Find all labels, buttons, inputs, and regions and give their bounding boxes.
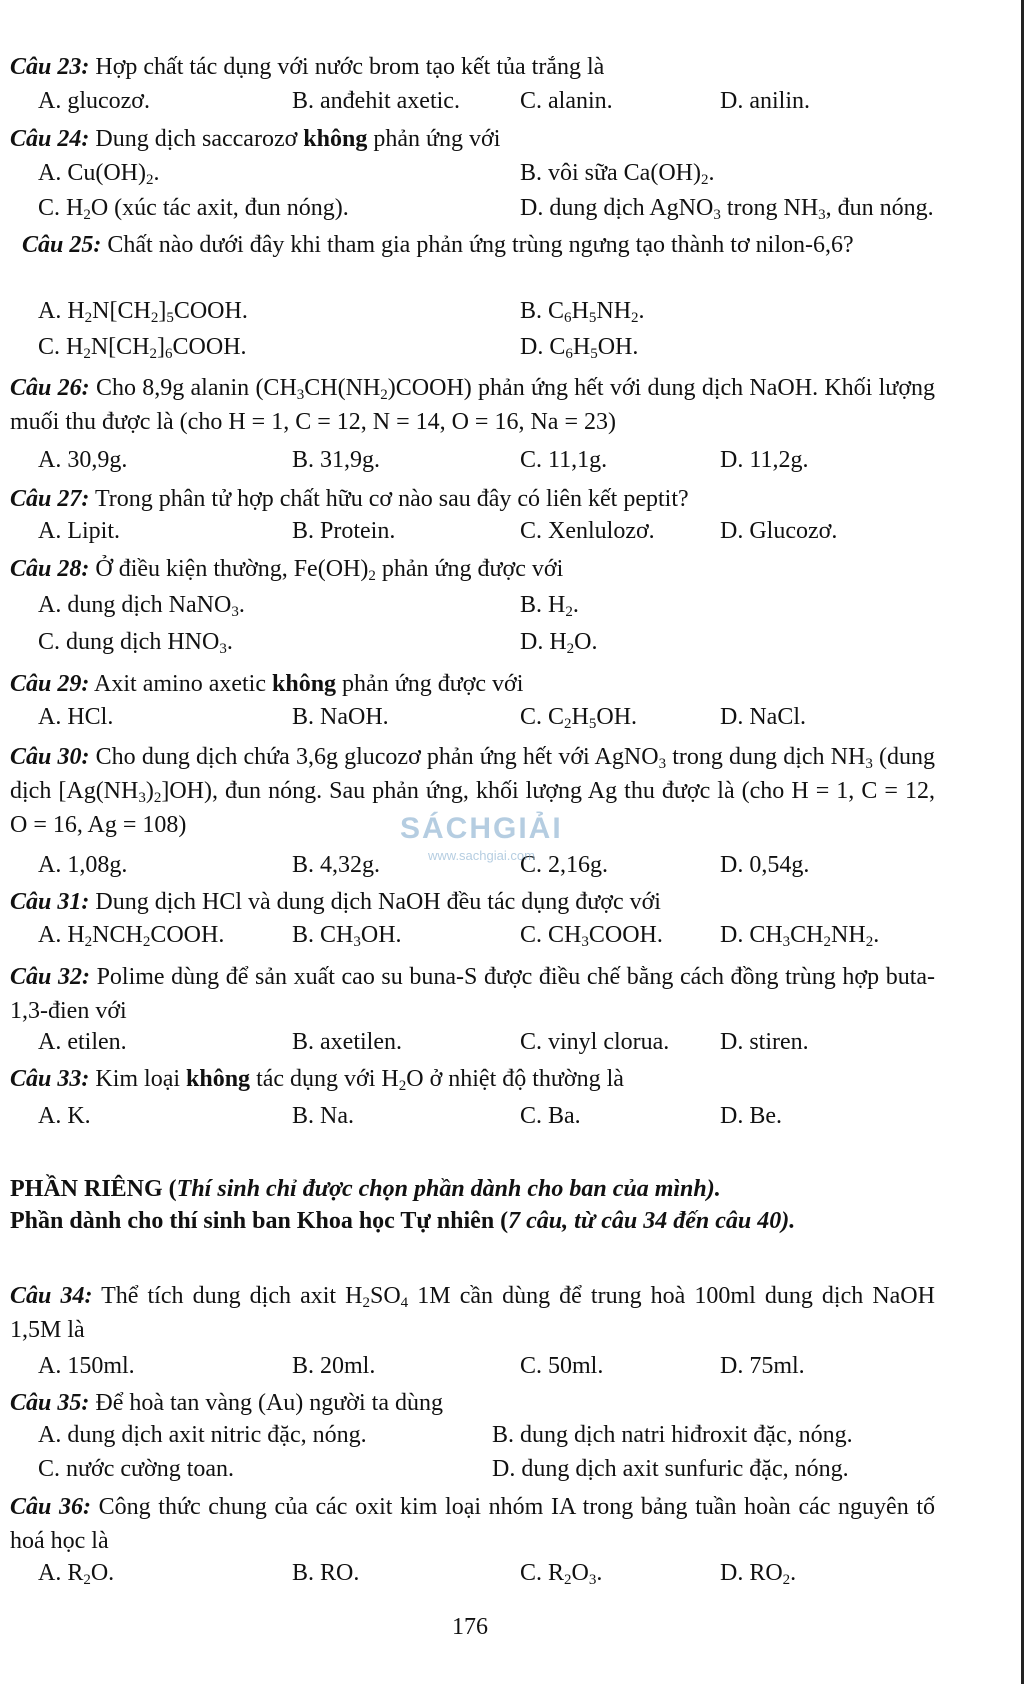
- option-d: D. $RO_2$.: [720, 1560, 797, 1588]
- option-b: B. $CH_3OH$.: [292, 922, 402, 950]
- question-number: Câu 28:: [10, 556, 90, 582]
- option-d: D. Be.: [720, 1103, 782, 1129]
- option-c: C. Xenlulozơ.: [520, 518, 655, 544]
- question-24: [10, 122, 1010, 156]
- section-title: PHẦN RIÊNG (: [10, 1176, 177, 1202]
- option-b: B. dung dịch natri hiđroxit đặc, nóng.: [492, 1422, 853, 1448]
- question-number: Câu 33:: [10, 1066, 90, 1092]
- question-32: [10, 960, 935, 1028]
- option-b: B. $C_6H_5NH_2$.: [520, 298, 645, 326]
- option-a: A. Lipit.: [38, 518, 120, 544]
- question-35: [10, 1386, 1010, 1420]
- section-subheading: [10, 1204, 795, 1238]
- question-33: [10, 1062, 1010, 1096]
- question-number: Câu 29:: [10, 671, 90, 697]
- subsection-title: Phần dành cho thí sinh ban Khoa học Tự nhiên (: [10, 1208, 509, 1234]
- option-a: A. $R_2O$.: [38, 1560, 115, 1588]
- option-c: C. $R_2O_3$.: [520, 1560, 603, 1588]
- option-a: A. 150ml.: [38, 1353, 135, 1379]
- question-stem: Dung dịch HCl và dung dịch NaOH đều tác dụng được với: [95, 889, 661, 915]
- option-b: B. 4,32g.: [292, 852, 381, 878]
- question-stem: Công thức chung của các oxit kim loại nhóm IA trong bảng tuần hoàn các nguyên tố hoá học là: [10, 1494, 936, 1554]
- question-number: Câu 23:: [10, 54, 90, 80]
- question-stem: Thể tích dung dịch axit $H_2SO_4$ 1M cần dùng để trung hoà 100ml dung dịch NaOH 1,5M là: [10, 1283, 935, 1343]
- option-a: A. 30,9g.: [38, 447, 128, 473]
- question-number: Câu 24:: [10, 126, 90, 152]
- option-a: A. glucozơ.: [38, 88, 150, 114]
- option-b: B. Na.: [292, 1103, 354, 1129]
- option-d: D. $H_2O$.: [520, 629, 598, 657]
- option-b: B. 20ml.: [292, 1353, 376, 1379]
- question-stem: Hợp chất tác dụng với nước brom tạo kết tủa trắng là: [95, 54, 605, 80]
- option-d: D. dung dịch axit sunfuric đặc, nóng.: [492, 1456, 849, 1482]
- question-number: Câu 34:: [10, 1283, 93, 1309]
- section-heading: [10, 1172, 721, 1206]
- question-number: Câu 32:: [10, 964, 90, 990]
- option-a: A. dung dịch axit nitric đặc, nóng.: [38, 1422, 367, 1448]
- option-a: A. dung dịch NaNO$_3$.: [38, 592, 245, 620]
- option-a: A. K.: [38, 1103, 91, 1129]
- option-c: C. dung dịch $HNO_3$.: [38, 629, 233, 657]
- watermark-logo: SÁCHGIẢI: [400, 812, 563, 845]
- question-36: [10, 1490, 935, 1558]
- watermark-url: www.sachgiai.com: [428, 848, 535, 863]
- option-a: A. $H_2NCH_2COOH$.: [38, 922, 225, 950]
- option-c: C. $C_2H_5OH$.: [520, 704, 638, 732]
- question-stem: Axit amino axetic không phản ứng được với: [94, 671, 524, 697]
- option-b: B. Protein.: [292, 518, 396, 544]
- option-b: B. $H_2$.: [520, 592, 579, 620]
- question-number: Câu 25:: [22, 232, 102, 258]
- option-d: D. stiren.: [720, 1029, 809, 1055]
- option-b: B. anđehit axetic.: [292, 88, 460, 114]
- question-stem: Cho 8,9g alanin $(CH_3CH(NH_2)COOH)$ phản ứng hết với dung dịch NaOH. Khối lượng muối thu được là (cho H = 1, C = 12, N = 14, O = 16, Na = 23): [10, 375, 936, 435]
- question-stem: Chất nào dưới đây khi tham gia phản ứng trùng ngưng tạo thành tơ nilon-6,6?: [107, 232, 854, 258]
- question-stem: Ở điều kiện thường, $Fe(OH)_2$ phản ứng được với: [95, 556, 564, 584]
- question-stem: Kim loại không tác dụng với $H_2O$ ở nhiệt độ thường là: [95, 1066, 624, 1094]
- option-d: D. anilin.: [720, 88, 810, 114]
- question-29: [10, 667, 1010, 701]
- question-number: Câu 36:: [10, 1494, 91, 1520]
- option-b: B. NaOH.: [292, 704, 389, 730]
- question-34: [10, 1279, 935, 1347]
- option-a: A. $Cu(OH)_2$.: [38, 160, 160, 188]
- option-d: D. 0,54g.: [720, 852, 810, 878]
- question-number: Câu 31:: [10, 889, 90, 915]
- question-23: [10, 50, 1010, 84]
- option-c: C. alanin.: [520, 88, 613, 114]
- option-c: C. Ba.: [520, 1103, 581, 1129]
- question-28: [10, 552, 1010, 586]
- option-d: D. Glucozơ.: [720, 518, 838, 544]
- option-c: C. $H_2N[CH_2]_6COOH$.: [38, 334, 247, 362]
- option-c: C. 2,16g.: [520, 852, 609, 878]
- question-stem: Để hoà tan vàng (Au) người ta dùng: [95, 1390, 443, 1416]
- option-b: B. RO.: [292, 1560, 360, 1586]
- option-c: C. nước cường toan.: [38, 1456, 235, 1482]
- option-d: D. $CH_3CH_2NH_2$.: [720, 922, 880, 950]
- option-d: D. NaCl.: [720, 704, 806, 730]
- option-d: D. 11,2g.: [720, 447, 809, 473]
- question-number: Câu 27:: [10, 486, 90, 512]
- option-b: B. 31,9g.: [292, 447, 381, 473]
- question-stem: Cho dung dịch chứa 3,6g glucozơ phản ứng hết với AgNO$_3$ trong dung dịch $NH_3$ (dung dịch $[Ag(NH_3)_2]OH$), đun nóng. Sau phản ứng, khối lượng Ag thu được là (cho H = 1, C = 12, O = 16, Ag = 108): [10, 744, 935, 838]
- option-d: D. $C_6H_5OH$.: [520, 334, 639, 362]
- option-c: C. 50ml.: [520, 1353, 604, 1379]
- option-c: C. $H_2O$ (xúc tác axit, đun nóng).: [38, 195, 349, 223]
- watermark: [400, 812, 563, 863]
- question-stem: Dung dịch saccarozơ không phản ứng với: [95, 126, 501, 152]
- question-25: [22, 228, 902, 262]
- option-c: C. $CH_3COOH$.: [520, 922, 663, 950]
- question-stem: Trong phân tử hợp chất hữu cơ nào sau đây có liên kết peptit?: [94, 486, 689, 512]
- subsection-note: 7 câu, từ câu 34 đến câu 40).: [508, 1208, 796, 1234]
- option-d: D. 75ml.: [720, 1353, 805, 1379]
- option-b: B. axetilen.: [292, 1029, 402, 1055]
- option-c: C. 11,1g.: [520, 447, 608, 473]
- question-26: [10, 371, 935, 439]
- option-a: A. 1,08g.: [38, 852, 128, 878]
- option-a: A. $H_2N[CH_2]_5COOH$.: [38, 298, 248, 326]
- section-note: Thí sinh chỉ được chọn phần dành cho ban của mình).: [176, 1176, 721, 1202]
- option-d: D. dung dịch AgNO$_3$ trong $NH_3$, đun nóng.: [520, 195, 934, 223]
- question-stem: Polime dùng để sản xuất cao su buna-S được điều chế bằng cách đồng trùng hợp buta-1,3-đien với: [10, 964, 936, 1024]
- question-number: Câu 35:: [10, 1390, 90, 1416]
- option-c: C. vinyl clorua.: [520, 1029, 670, 1055]
- option-b: B. vôi sữa $Ca(OH)_2$.: [520, 160, 715, 188]
- page-number: 176: [452, 1614, 488, 1640]
- question-number: Câu 30:: [10, 744, 90, 770]
- option-a: A. HCl.: [38, 704, 114, 730]
- option-a: A. etilen.: [38, 1029, 127, 1055]
- question-31: [10, 885, 1010, 919]
- question-27: [10, 482, 1010, 516]
- question-number: Câu 26:: [10, 375, 90, 401]
